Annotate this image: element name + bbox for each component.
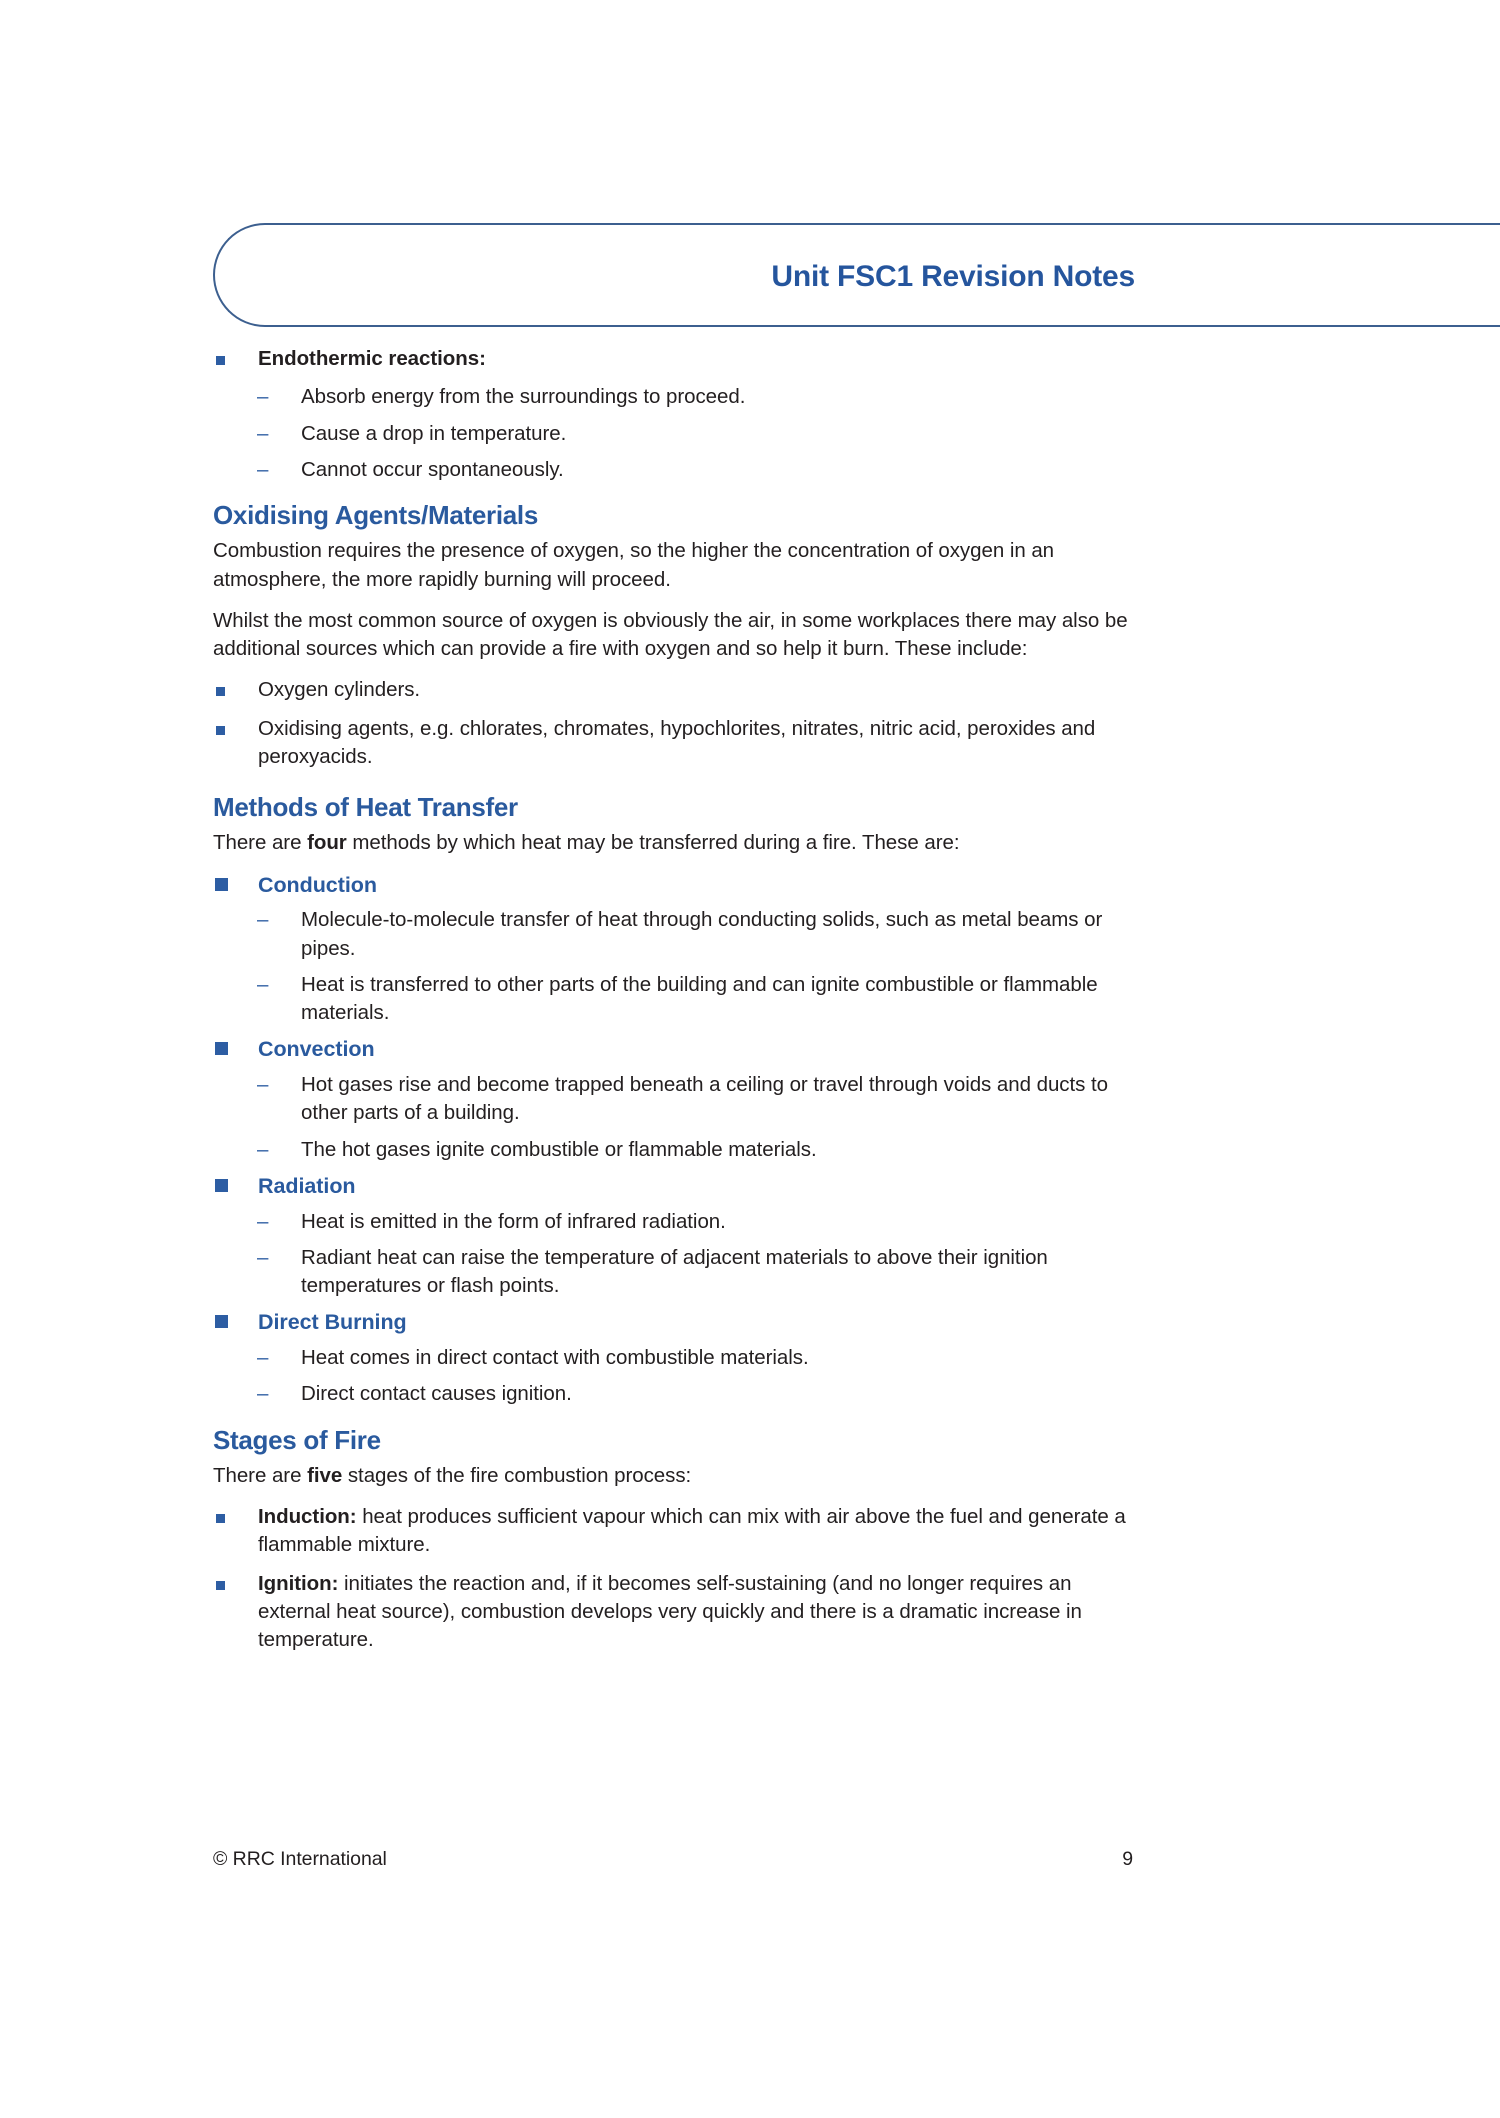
list-item-text: Heat comes in direct contact with combustible materials. (301, 1346, 809, 1370)
dash-bullet-icon: – (257, 1382, 269, 1406)
oxidising-sources-list (213, 676, 1133, 771)
footer-copyright: © RRC International (213, 1848, 387, 1870)
list-item (213, 456, 1133, 484)
square-bullet-icon (216, 356, 225, 365)
list-item-text: Absorb energy from the surroundings to proceed. (301, 385, 746, 409)
list-item (213, 971, 1133, 1028)
method-label-text: Conduction (258, 872, 377, 897)
dash-bullet-icon: – (257, 1209, 269, 1233)
stage-label: Induction: (258, 1504, 357, 1528)
footer-page-number: 9 (1122, 1848, 1133, 1870)
section-heading-heat-transfer: Methods of Heat Transfer (213, 792, 518, 823)
list-item-text: Heat is emitted in the form of infrared radiation. (301, 1209, 726, 1233)
list-item (213, 345, 1133, 373)
page-title: Unit FSC1 Revision Notes (771, 260, 1135, 293)
method-label-text: Radiation (258, 1173, 356, 1198)
dash-bullet-icon: – (257, 421, 269, 445)
oxidising-paragraph-1: Combustion requires the presence of oxygen, so the higher the concentration of oxygen in an atmosphere, the more rapidly burning will proceed. (213, 539, 1055, 591)
stages-intro (213, 1462, 1133, 1490)
endothermic-label: Endothermic reactions: (258, 347, 486, 370)
oxidising-paragraph-2: Whilst the most common source of oxygen is obviously the air, in some workplaces there may also be additional sources which can provide a fire with oxygen and so help it burn. These include: (213, 608, 1128, 661)
list-item-text: Direct contact causes ignition. (301, 1382, 572, 1406)
dash-bullet-icon: – (257, 1137, 269, 1161)
dash-bullet-icon: – (257, 908, 269, 932)
stages-of-fire-list (213, 1503, 1133, 1654)
list-item (213, 1136, 1133, 1164)
square-bullet-icon (216, 726, 225, 735)
list-item-text: The hot gases ignite combustible or flammable materials. (301, 1137, 817, 1161)
section-heading-oxidising: Oxidising Agents/Materials (213, 500, 538, 531)
intro-after: methods by which heat may be transferred during a fire. These are: (346, 831, 960, 855)
dash-bullet-icon: – (257, 1073, 269, 1097)
stage-label: Ignition: (258, 1571, 339, 1595)
list-item-text: Cause a drop in temperature. (301, 421, 567, 445)
list-item (213, 906, 1133, 963)
list-item-text: Molecule-to-molecule transfer of heat through conducting solids, such as metal beams or pipes. (301, 908, 1103, 960)
square-bullet-icon (215, 1179, 228, 1192)
list-item (213, 1380, 1133, 1408)
page-footer (213, 1848, 1133, 1871)
list-item-text: Cannot occur spontaneously. (301, 457, 564, 481)
square-bullet-icon (215, 1042, 228, 1055)
dash-bullet-icon: – (257, 1245, 269, 1269)
page-content (213, 345, 1133, 1664)
method-label-convection (213, 1035, 1133, 1065)
heat-transfer-methods-list (213, 871, 1133, 1409)
list-item-text: Radiant heat can raise the temperature of adjacent materials to above their ignition temperatures or flash points. (301, 1245, 1048, 1298)
square-bullet-icon (215, 878, 228, 891)
dash-bullet-icon: – (257, 385, 269, 409)
dash-bullet-icon: – (257, 457, 269, 481)
running-header-banner (213, 223, 1500, 327)
intro-after: stages of the fire combustion process: (342, 1463, 692, 1487)
list-item (213, 1071, 1133, 1128)
list-item (213, 1208, 1133, 1236)
list-item (213, 676, 1133, 704)
stage-item-ignition (213, 1570, 1133, 1655)
intro-before: There are (213, 1463, 308, 1487)
square-bullet-icon (216, 687, 225, 696)
intro-emphasis: five (307, 1463, 343, 1487)
list-item (213, 1344, 1133, 1372)
method-label-conduction (213, 871, 1133, 901)
stage-text: initiates the reaction and, if it becomes self-sustaining (and no longer requires an external heat source), combustion develops very quickly and there is a dramatic increase in temperature. (258, 1571, 1082, 1652)
list-item-text: Heat is transferred to other parts of the building and can ignite combustible or flammable materials. (301, 972, 1098, 1025)
method-label-direct-burning (213, 1308, 1133, 1338)
dash-bullet-icon: – (257, 1346, 269, 1370)
intro-emphasis: four (307, 831, 347, 855)
square-bullet-icon (216, 1514, 225, 1523)
heat-transfer-intro (213, 829, 1133, 857)
method-label-text: Direct Burning (258, 1310, 407, 1335)
list-item (213, 383, 1133, 411)
list-item-text: Hot gases rise and become trapped beneath a ceiling or travel through voids and ducts to other parts of a building. (301, 1073, 1108, 1125)
stage-text: heat produces sufficient vapour which can mix with air above the fuel and generate a flammable mixture. (258, 1504, 1126, 1557)
stage-item-induction (213, 1503, 1133, 1560)
intro-before: There are (213, 831, 308, 855)
list-item (213, 420, 1133, 448)
square-bullet-icon (215, 1315, 228, 1328)
section-heading-stages-of-fire: Stages of Fire (213, 1424, 381, 1455)
list-item-text: Oxygen cylinders. (258, 678, 421, 702)
method-label-text: Convection (258, 1037, 375, 1062)
list-item-text: Oxidising agents, e.g. chlorates, chromates, hypochlorites, nitrates, nitric acid, peroxides and peroxyacids. (258, 716, 1096, 768)
endothermic-list (213, 345, 1133, 484)
method-label-radiation (213, 1172, 1133, 1202)
dash-bullet-icon: – (257, 972, 269, 996)
list-item (213, 715, 1133, 772)
list-item (213, 1244, 1133, 1301)
square-bullet-icon (216, 1581, 225, 1590)
